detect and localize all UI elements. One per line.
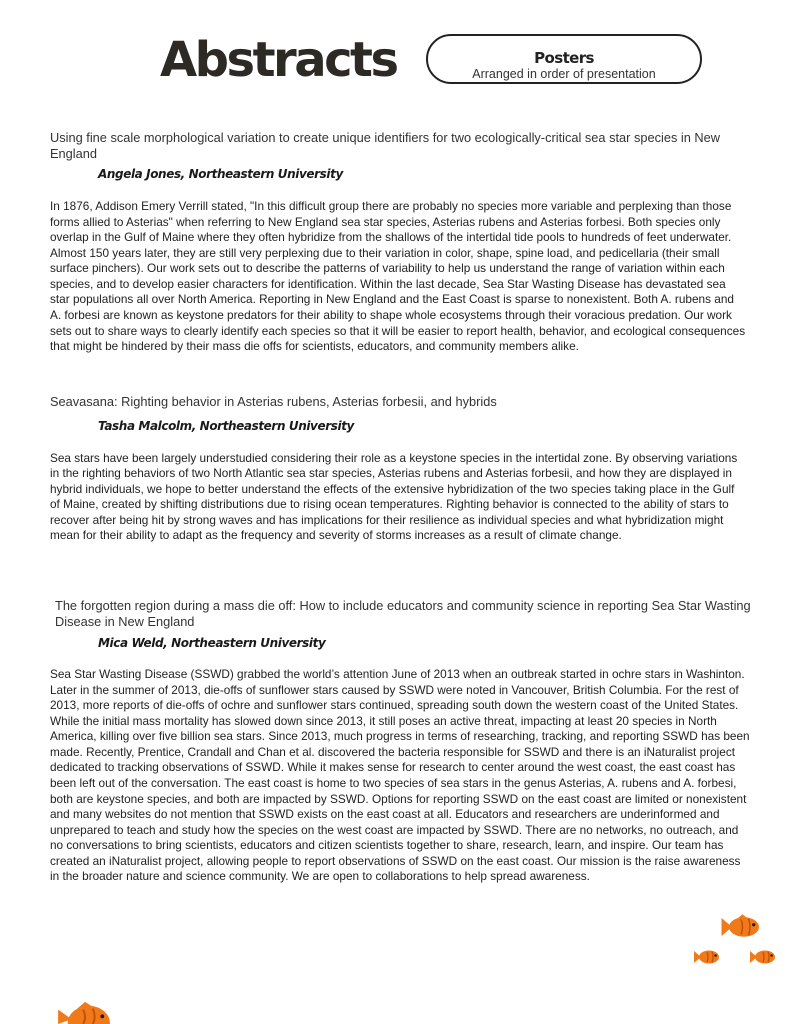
abstract-author: Mica Weld, Northeastern University xyxy=(98,636,326,651)
badge-title: Posters xyxy=(534,49,594,67)
abstract-title: Seavasana: Righting behavior in Asterias rubens, Asterias forbesii, and hybrids xyxy=(50,394,497,409)
abstract-author: Angela Jones, Northeastern University xyxy=(98,167,343,182)
fish-icon xyxy=(748,947,778,967)
abstract-title: Using fine scale morphological variation to create unique identifiers for two ecologically-critical sea star species in New England xyxy=(50,130,721,161)
abstract-author: Tasha Malcolm, Northeastern University xyxy=(98,418,354,433)
badge-subtitle: Arranged in order of presentation xyxy=(472,67,656,81)
fish-icon xyxy=(692,947,722,967)
fish-icon xyxy=(56,1000,114,1024)
abstract-3 xyxy=(50,598,751,885)
fish-icon xyxy=(718,912,764,942)
abstract-body: Sea Star Wasting Disease (SSWD) grabbed the world’s attention June of 2013 when an outbreak started in ochre stars in Washinton. Later in the summer of 2013, die-offs of sunflower stars caused by SSWD were noted in Vancouver, British Columbia. For the rest of 2013, more reports of die-offs of ochre and sunflower stars continued, spreading south down the western coast of the United States. While the initial mass mortality has slowed down since 2013, it still poses an active threat, impacting at least 20 species in North America, killing over five billion sea stars. Since 2013, much progress in terms of researching, tracking, and reporting SSWD has been made. Recently, Prentice, Crandall and Chan et al. discovered the bacteria responsible for SSWD and there is an iNaturalist project dedicated to tracking observations of SSWD. While it makes sense for research to center around the west coast, the east coast has been left out of the conversation. The east coast is home to two species of sea stars in the genus Asterias, A. rubens and A. forbesi, both are keystone species, and both are impacted by SSWD. Options for reporting SSWD on the east coast are limited or nonexistent and many websites do not mention that SSWD exists on the east coast at all. Educators and researchers are underinformed and unprepared to teach and study how the species on the west coast are impacted by SSWD. There are no networks, no outreach, and no conversations to bring scientists, educators and citizen scientists together to share, research, learn, and inspire. Our team has created an iNaturalist project, allowing people to report observations of SSWD on the east coast. Our mission is the raise awareness in the broader nature and science community. We are open to collaborations to help spread awareness. xyxy=(50,667,750,884)
abstract-2 xyxy=(50,394,746,544)
posters-badge xyxy=(426,34,702,84)
abstract-body: In 1876, Addison Emery Verrill stated, "In this difficult group there are probably no species more variable and perplexing than those forms allied to Asterias" when referring to New England sea star species, Asterias rubens and Asterias forbesi. Both species only overlap in the Gulf of Maine where they often hybridize from the shallows of the intertidal tide pools to hundreds of feet underwater. Almost 150 years later, they are still very perplexing due to their variation in color, shape, spine load, and pedicellaria (their small surface pinchers). Our work sets out to describe the patterns of variability to help us understand the range of variation within each species, and to develop easier characters for identification. Within the last decade, Sea Star Wasting Disease has devastated sea star populations all over North America. Reporting in New England and the East Coast is sparse to nonexistent. Both A. rubens and A. forbesi are known as keystone predators for their ability to shape whole ecosystems through their voracious predation. Our work sets out to share ways to clearly identify each species so that it will be easier to report health, behavior, and ecological consequences that might be hindered by their mass die offs for scientists, educators, and community members alike. xyxy=(50,199,746,354)
abstract-title: The forgotten region during a mass die off: How to include educators and community science in reporting Sea Star Wasting Disease in New England xyxy=(55,598,751,629)
page-title: Abstracts xyxy=(160,32,397,88)
abstract-body: Sea stars have been largely understudied considering their role as a keystone species in the intertidal zone. By observing variations in the righting behaviors of two North Atlantic sea star species, Asterias rubens and Asterias forbesii, and how they are displayed in hybrid individuals, we hope to better understand the effects of the extensive hybridization of the two species taking place in the Gulf of Maine, created by shifting distributions due to rising ocean temperatures. Righting behavior is connected to the ability of stars to recover after being hit by strong waves and has implications for their resilience as individual species and what hybridization might mean for their ability to adapt as the frequency and severity of storms increases as a result of climate change. xyxy=(50,450,738,543)
abstract-1 xyxy=(50,130,746,355)
